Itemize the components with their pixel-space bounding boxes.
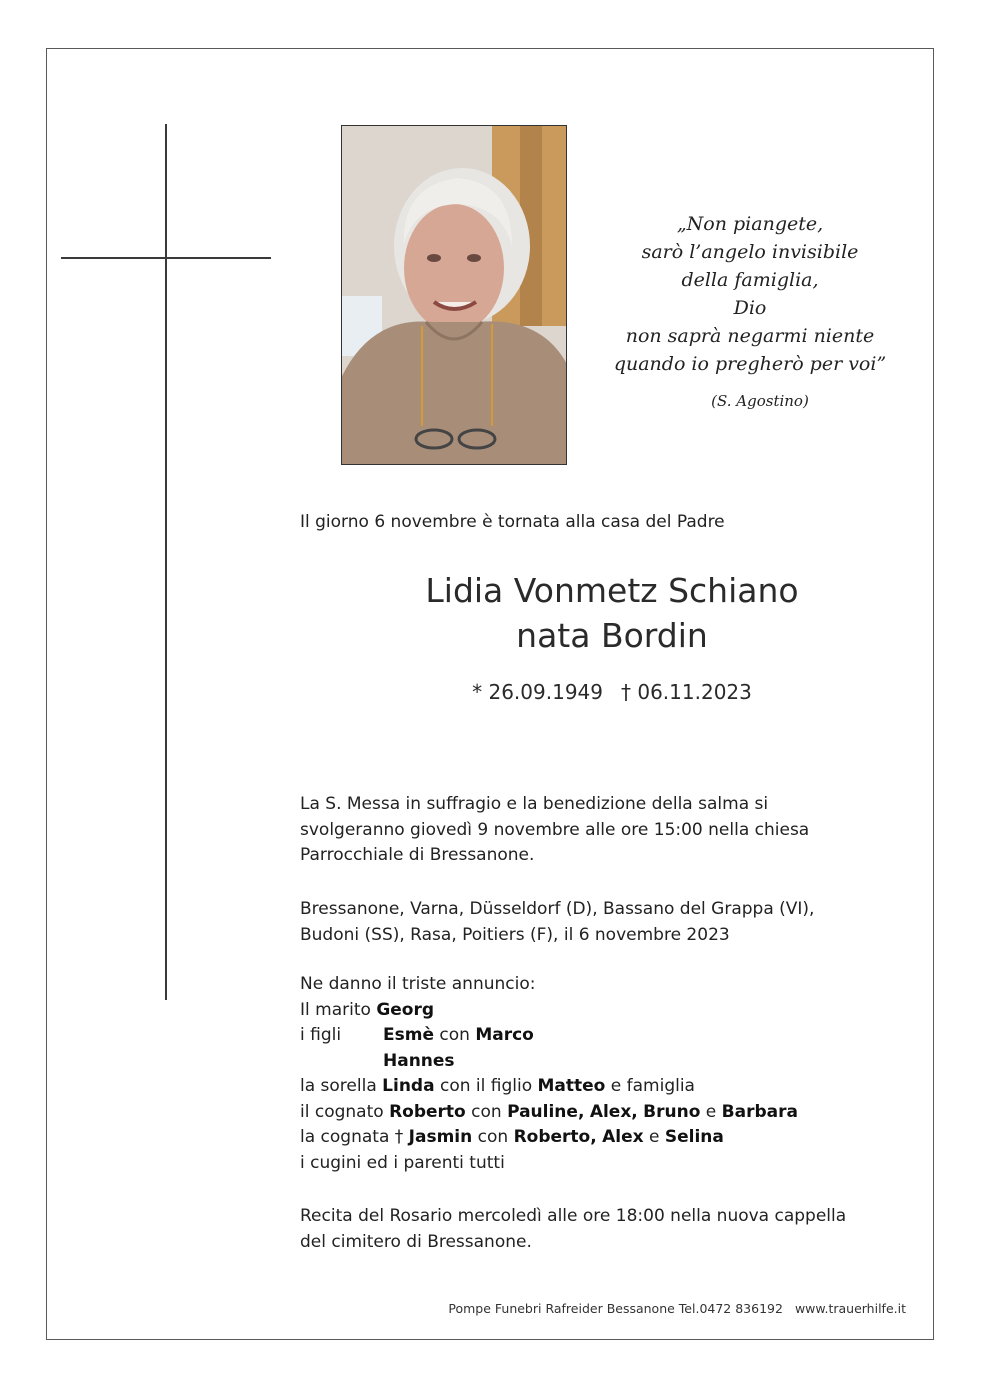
sister-suffix: e famiglia: [610, 1076, 695, 1096]
life-dates: [300, 680, 924, 704]
mass-line: La S. Messa in suffragio e la benedizione della salma si: [300, 794, 769, 814]
children-prefix: i figli: [300, 1025, 342, 1045]
places-line: Bressanone, Varna, Düsseldorf (D), Bassano del Grappa (VI),: [300, 899, 815, 919]
sister-mid: con il figlio: [439, 1076, 533, 1096]
family-heading: Ne danno il triste annuncio:: [300, 974, 536, 994]
portrait-photo: [341, 125, 567, 465]
death-date: † 06.11.2023: [621, 680, 752, 704]
rosary-line: del cimitero di Bressanone.: [300, 1231, 532, 1252]
portrait-illustration: [342, 126, 567, 465]
cross-icon-horizontal-bar: [61, 257, 271, 259]
rosary-line: Recita del Rosario mercoledì alle ore 18:00 nella nuova cappella: [300, 1206, 847, 1226]
sister-line: [300, 1074, 798, 1100]
quote-source: (S. Agostino): [711, 392, 809, 410]
and-word: e: [649, 1127, 660, 1147]
sister-name: Linda: [382, 1076, 435, 1096]
mass-line: svolgeranno giovedì 9 novembre alle ore 15:00 nella chiesa: [300, 819, 810, 840]
bil-name: Roberto: [389, 1101, 466, 1122]
quote-line: della famiglia,: [681, 269, 819, 291]
bil-prefix: il cognato: [300, 1101, 384, 1122]
relative-name: Pauline,: [507, 1101, 585, 1122]
places-and-date: [300, 897, 814, 948]
cousins-line: i cugini ed i parenti tutti: [300, 1152, 505, 1173]
family-announcement: [300, 972, 798, 1176]
husband-line: [300, 998, 798, 1024]
child-partner-name: Marco: [475, 1025, 534, 1045]
quote: [590, 210, 910, 378]
husband-prefix: Il marito: [300, 999, 371, 1020]
con-word: con: [439, 1025, 470, 1045]
quote-line: Dio: [733, 297, 767, 319]
places-line: Budoni (SS), Rasa, Poitiers (F), il 6 novembre 2023: [300, 924, 730, 945]
sister-in-law-line: [300, 1125, 798, 1151]
children-line-1: [300, 1023, 798, 1049]
quote-line: sarò l’angelo invisibile: [641, 241, 859, 263]
quote-line: „Non piangete,: [676, 213, 824, 235]
website-link[interactable]: www.trauerhilfe.it: [794, 1301, 906, 1316]
con-word: con: [477, 1127, 509, 1147]
sister-prefix: la sorella: [300, 1076, 377, 1096]
children-line-2: [300, 1049, 798, 1075]
sil-name: Jasmin: [408, 1127, 473, 1147]
relative-name: Bruno: [643, 1101, 701, 1122]
quote-line: non saprà negarmi niente: [625, 325, 875, 347]
relative-name: Alex,: [589, 1101, 638, 1122]
quote-line: quando io pregherò per voi”: [613, 353, 887, 375]
deceased-name: [300, 568, 924, 658]
and-word: e: [705, 1101, 717, 1122]
footer: [448, 1301, 906, 1316]
relative-name: Alex: [602, 1127, 644, 1147]
relative-name: Barbara: [721, 1101, 798, 1122]
relative-name: Roberto,: [513, 1127, 597, 1147]
child-name: Esmè: [383, 1025, 434, 1045]
mass-line: Parrocchiale di Bressanone.: [300, 845, 535, 865]
nephew-name: Matteo: [537, 1076, 606, 1096]
con-word: con: [471, 1101, 502, 1122]
cross-icon-vertical-bar: [165, 124, 167, 1000]
rosary-announcement: [300, 1204, 846, 1255]
sil-prefix: la cognata †: [300, 1127, 404, 1147]
child-name: Hannes: [383, 1050, 455, 1071]
funeral-home-info: Pompe Funebri Rafreider Bessanone Tel.0472 836192: [448, 1301, 783, 1316]
birth-date: * 26.09.1949: [472, 680, 603, 704]
name-line-2: nata Bordin: [516, 616, 708, 655]
mass-announcement: [300, 792, 809, 869]
relative-name: Selina: [664, 1127, 724, 1147]
husband-name: Georg: [376, 999, 435, 1020]
intro-text: Il giorno 6 novembre è tornata alla casa del Padre: [300, 512, 725, 532]
name-line-1: Lidia Vonmetz Schiano: [425, 571, 799, 610]
brother-in-law-line: [300, 1100, 798, 1126]
